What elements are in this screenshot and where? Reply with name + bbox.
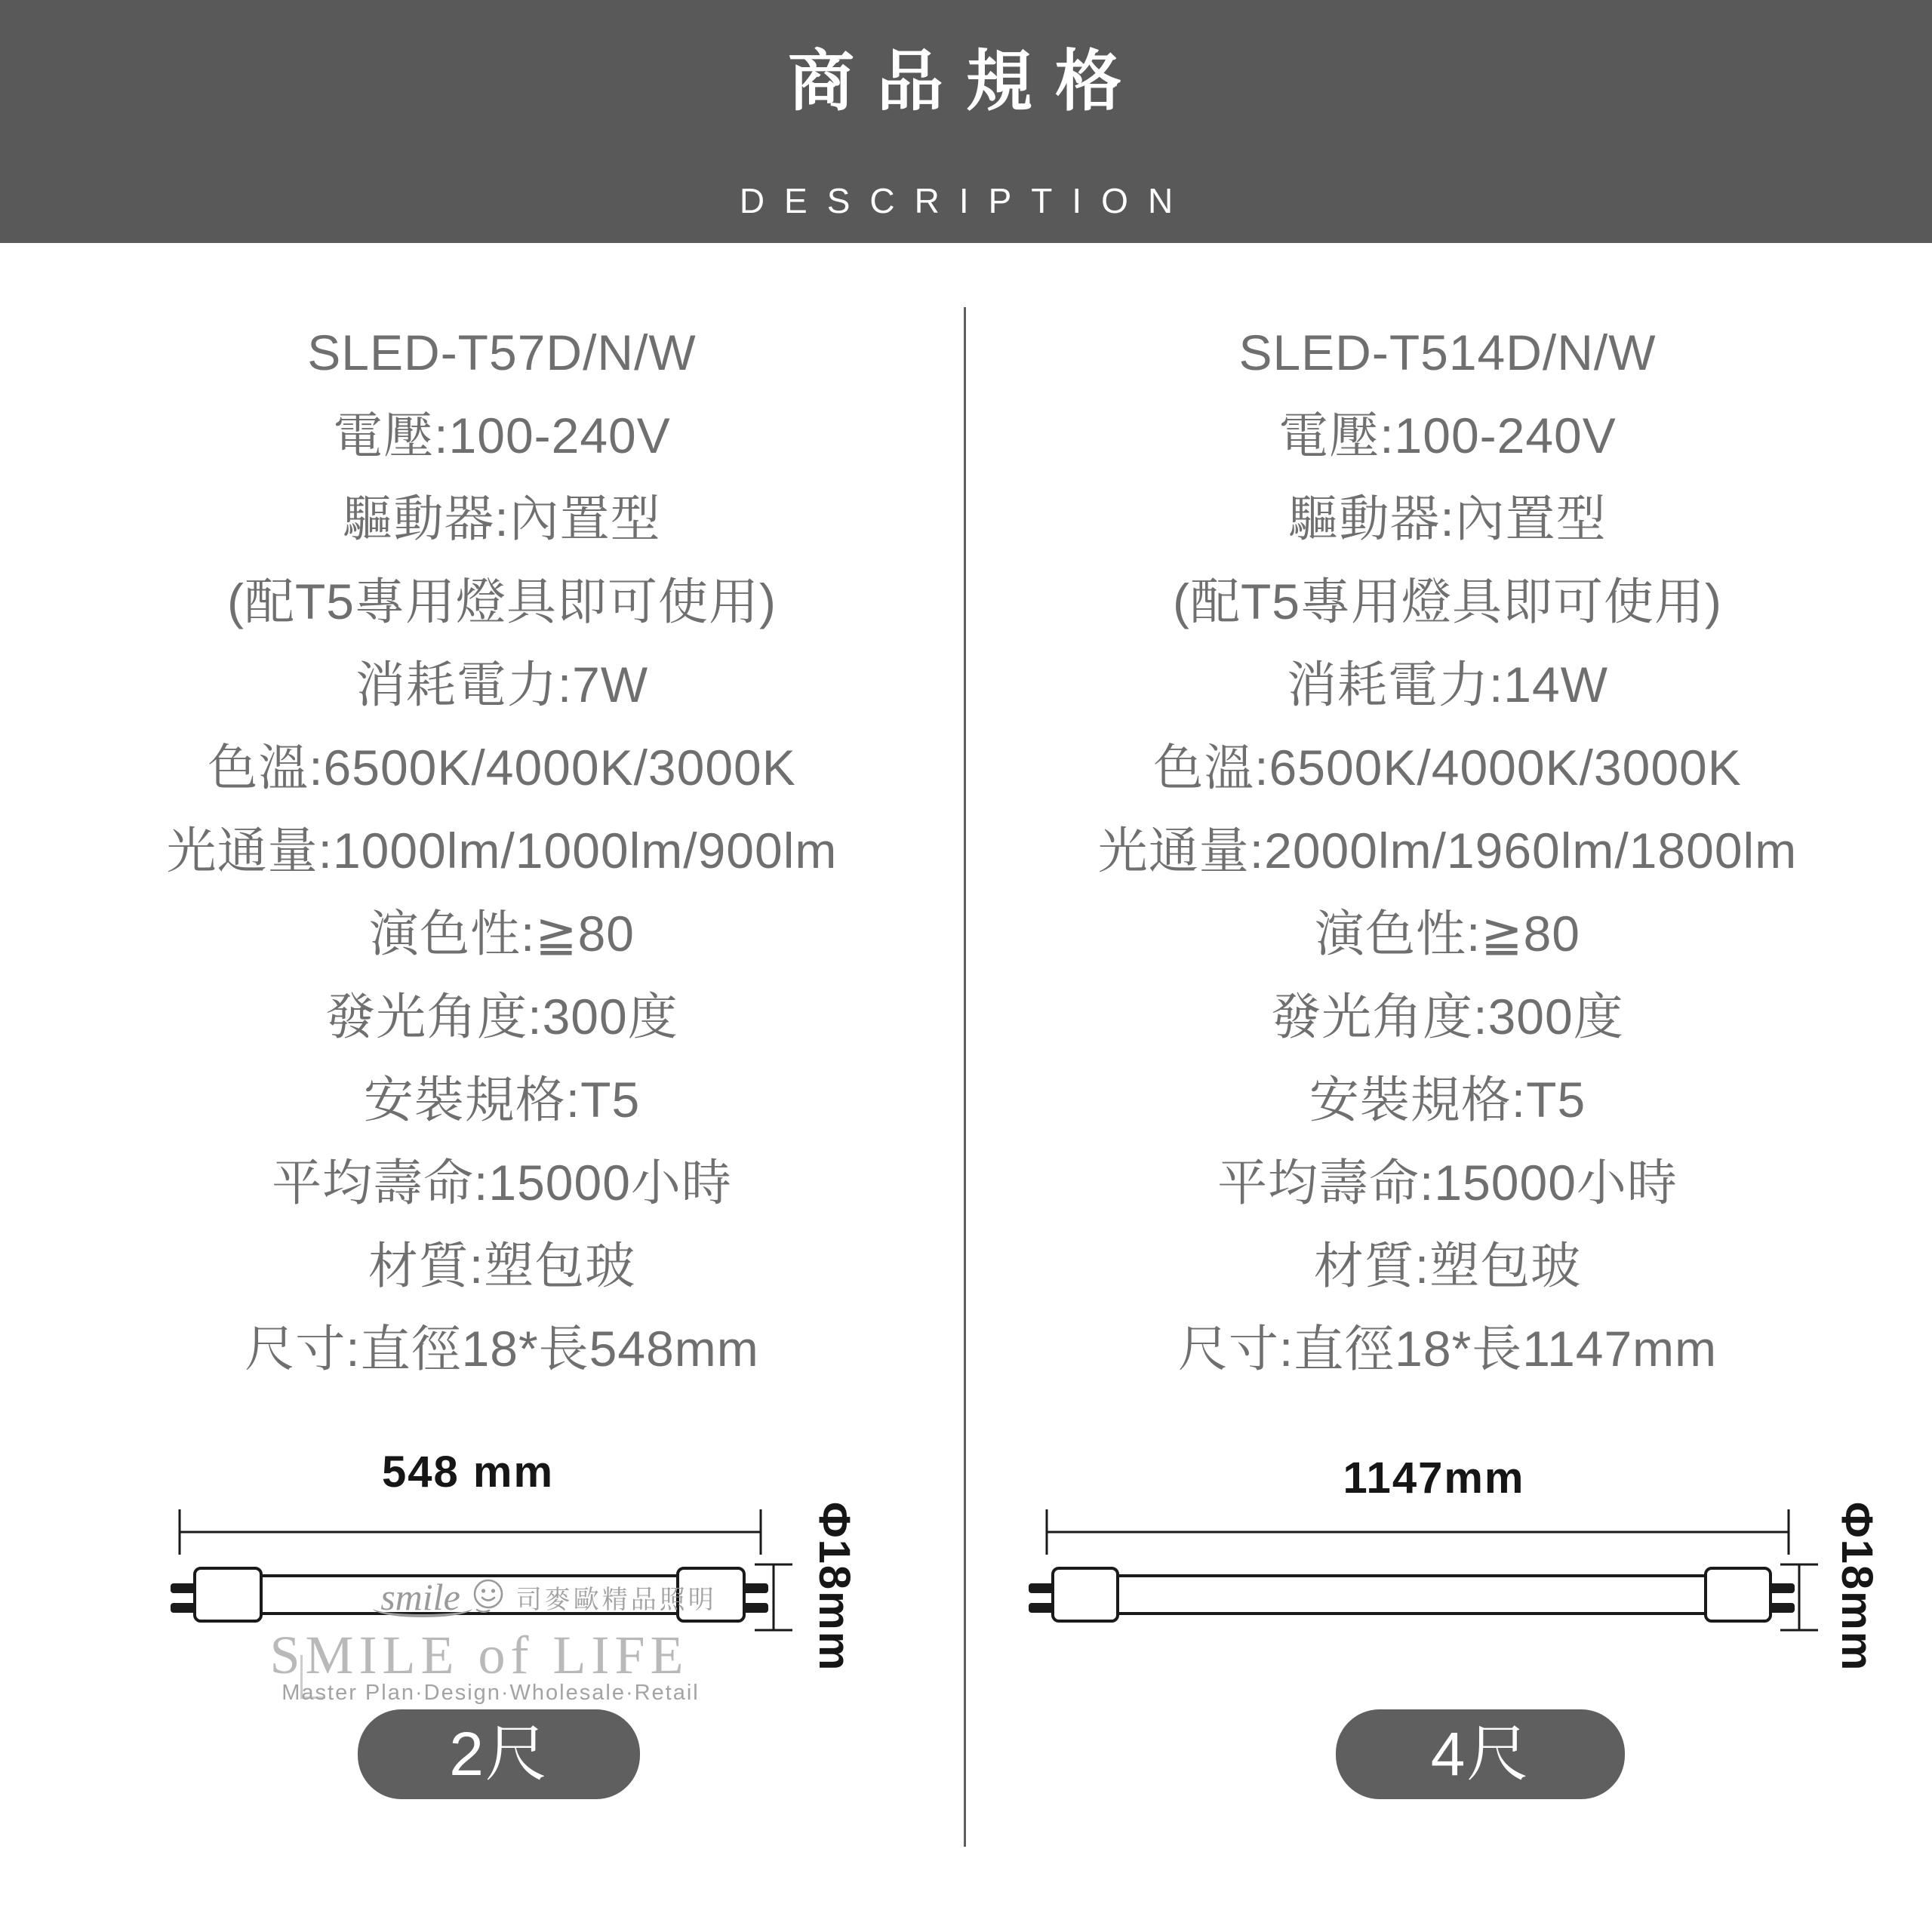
tube-drawing bbox=[1004, 1438, 1894, 1664]
tube-diagram-4ft bbox=[1004, 1438, 1894, 1807]
spec-size: 尺寸:直徑18*長548mm bbox=[245, 1321, 759, 1377]
spec-power: 消耗電力:7W bbox=[355, 657, 649, 712]
spec-color-temp: 色溫:6500K/4000K/3000K bbox=[1153, 740, 1742, 795]
size-badge-2ft: 2尺 bbox=[358, 1709, 640, 1799]
smile-script-logo: smile bbox=[380, 1576, 460, 1618]
length-dimension-label: 1147mm bbox=[1343, 1454, 1525, 1503]
spec-color-temp: 色溫:6500K/4000K/3000K bbox=[208, 740, 796, 795]
header-band bbox=[0, 0, 1932, 243]
size-badge-4ft: 4尺 bbox=[1336, 1709, 1625, 1799]
spec-material: 材質:塑包玻 bbox=[1313, 1238, 1582, 1294]
spec-driver: 驅動器:內置型 bbox=[343, 491, 661, 546]
spec-lifespan: 平均壽命:15000小時 bbox=[1217, 1155, 1678, 1211]
product-column-left bbox=[57, 311, 947, 1390]
spec-cri: 演色性:≧80 bbox=[1314, 906, 1581, 961]
length-dimension-label: 548 mm bbox=[381, 1447, 555, 1497]
spec-size: 尺寸:直徑18*長1147mm bbox=[1177, 1321, 1718, 1377]
diameter-dimension-label: Φ18mm bbox=[810, 1502, 859, 1672]
spec-driver-note: (配T5專用燈具即可使用) bbox=[227, 574, 777, 629]
spec-voltage: 電壓:100-240V bbox=[333, 408, 671, 463]
spec-lifespan: 平均壽命:15000小時 bbox=[272, 1155, 732, 1211]
spec-power: 消耗電力:14W bbox=[1286, 657, 1609, 712]
spec-beam-angle: 發光角度:300度 bbox=[325, 989, 678, 1044]
spec-cri: 演色性:≧80 bbox=[368, 906, 635, 961]
watermark-brand-en: SMILE of LIFE bbox=[269, 1625, 689, 1685]
diameter-dimension-label: Φ18mm bbox=[1832, 1502, 1881, 1672]
watermark-brand-cjk: 司麥歐精品照明 bbox=[515, 1585, 717, 1614]
spec-mount: 安裝規格:T5 bbox=[363, 1072, 641, 1128]
page-subtitle: DESCRIPTION bbox=[739, 181, 1193, 220]
smile-face-icon bbox=[471, 1578, 506, 1616]
spec-driver-note: (配T5專用燈具即可使用) bbox=[1173, 574, 1722, 629]
spec-lumen: 光通量:2000lm/1960lm/1800lm bbox=[1097, 823, 1798, 878]
watermark-tagline: Master Plan·Design·Wholesale·Retail bbox=[281, 1681, 700, 1705]
product-model: SLED-T514D/N/W bbox=[1238, 325, 1657, 380]
spec-mount: 安裝規格:T5 bbox=[1309, 1072, 1586, 1128]
tube-diagram-2ft bbox=[68, 1438, 958, 1807]
page-title: 商品規格 bbox=[787, 44, 1144, 118]
product-column-right bbox=[972, 311, 1923, 1390]
spec-voltage: 電壓:100-240V bbox=[1278, 408, 1617, 463]
watermark-logo-row bbox=[113, 1576, 984, 1618]
product-model: SLED-T57D/N/W bbox=[307, 325, 697, 380]
spec-beam-angle: 發光角度:300度 bbox=[1271, 989, 1624, 1044]
spec-driver: 驅動器:內置型 bbox=[1288, 491, 1607, 546]
spec-material: 材質:塑包玻 bbox=[368, 1238, 636, 1294]
spec-lumen: 光通量:1000lm/1000lm/900lm bbox=[166, 823, 838, 878]
